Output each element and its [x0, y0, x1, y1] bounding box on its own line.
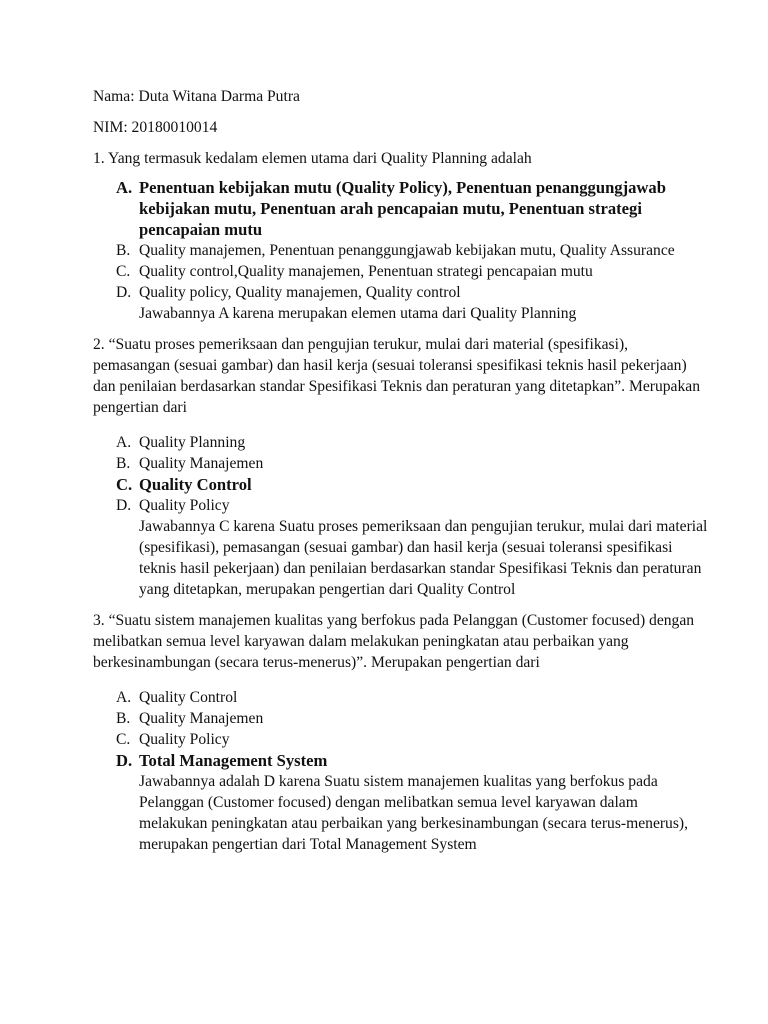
options-list [93, 687, 708, 771]
option-text: Quality Control [139, 689, 238, 706]
option-c [93, 729, 708, 750]
option-text: Quality Planning [139, 434, 246, 451]
option-letter: D. [116, 284, 132, 301]
option-text: Quality manajemen, Penentuan penanggungjawab kebijakan mutu, Quality Assurance [139, 242, 675, 259]
option-d [93, 495, 708, 516]
option-text: Quality Manajemen [139, 710, 264, 727]
option-c [93, 474, 708, 495]
option-a [93, 687, 708, 708]
question-text: 2. “Suatu proses pemeriksaan dan pengujian terukur, mulai dari material (spesifikasi), pemasangan (sesuai gambar) dan hasil kerja (sesuai toleransi spesifikasi teknis hasil pekerjaan) dan penilaian berdasarkan standar Spesifikasi Teknis dan peraturan yang ditetapkan”. Merupakan pengertian dari [93, 336, 700, 416]
option-text: Quality Policy [139, 731, 230, 748]
option-text: Quality policy, Quality manajemen, Quality control [139, 284, 461, 301]
options-list [93, 432, 708, 516]
option-letter: C. [116, 475, 133, 494]
student-name: Nama: Duta Witana Darma Putra [93, 88, 300, 105]
option-letter: D. [116, 751, 133, 770]
option-letter: C. [116, 263, 131, 280]
option-letter: B. [116, 710, 131, 727]
option-d [93, 750, 708, 771]
question-1 [93, 148, 708, 324]
option-text: Quality Manajemen [139, 455, 264, 472]
option-text: Total Management System [139, 751, 328, 770]
question-2 [93, 334, 708, 600]
option-text: Quality Control [139, 475, 252, 494]
option-b [93, 453, 708, 474]
option-d [93, 282, 708, 303]
option-letter: B. [116, 455, 131, 472]
answer-explanation: Jawabannya C karena Suatu proses pemeriksaan dan pengujian terukur, mulai dari material (spesifikasi), pemasangan (sesuai gambar) dan hasil kerja (sesuai toleransi spesifikasi teknis hasil pekerjaan) dan penilaian berdasarkan standar Spesifikasi Teknis dan peraturan yang ditetapkan, merupakan pengertian dari Quality Control [139, 518, 708, 598]
option-letter: A. [116, 434, 132, 451]
question-3 [93, 610, 708, 855]
option-a [93, 432, 708, 453]
option-text: Penentuan kebijakan mutu (Quality Policy), Penentuan penanggungjawab kebijakan mutu, Penentuan arah pencapaian mutu, Penentuan strategi pencapaian mutu [139, 178, 666, 239]
option-text: Quality control,Quality manajemen, Penentuan strategi pencapaian mutu [139, 263, 593, 280]
option-b [93, 708, 708, 729]
answer-explanation: Jawabannya adalah D karena Suatu sistem manajemen kualitas yang berfokus pada Pelanggan (Customer focused) dengan melibatkan semua level karyawan dalam melakukan peningkatan atau perbaikan yang berkesinambungan (secara terus-menerus), merupakan pengertian dari Total Management System [139, 773, 689, 853]
question-text: 1. Yang termasuk kedalam elemen utama dari Quality Planning adalah [93, 150, 532, 167]
option-letter: D. [116, 497, 132, 514]
option-letter: B. [116, 242, 131, 259]
options-list [93, 177, 708, 303]
option-a [93, 177, 708, 240]
option-text: Quality Policy [139, 497, 230, 514]
option-letter: A. [116, 689, 132, 706]
option-c [93, 261, 708, 282]
student-nim: NIM: 20180010014 [93, 119, 218, 136]
question-text: 3. “Suatu sistem manajemen kualitas yang berfokus pada Pelanggan (Customer focused) dengan melibatkan semua level karyawan dalam melakukan peningkatan atau perbaikan yang berkesinambungan (secara terus-menerus)”. Merupakan pengertian dari [93, 612, 695, 671]
option-letter: C. [116, 731, 131, 748]
option-letter: A. [116, 178, 133, 197]
option-b [93, 240, 708, 261]
answer-explanation: Jawabannya A karena merupakan elemen utama dari Quality Planning [139, 305, 577, 322]
